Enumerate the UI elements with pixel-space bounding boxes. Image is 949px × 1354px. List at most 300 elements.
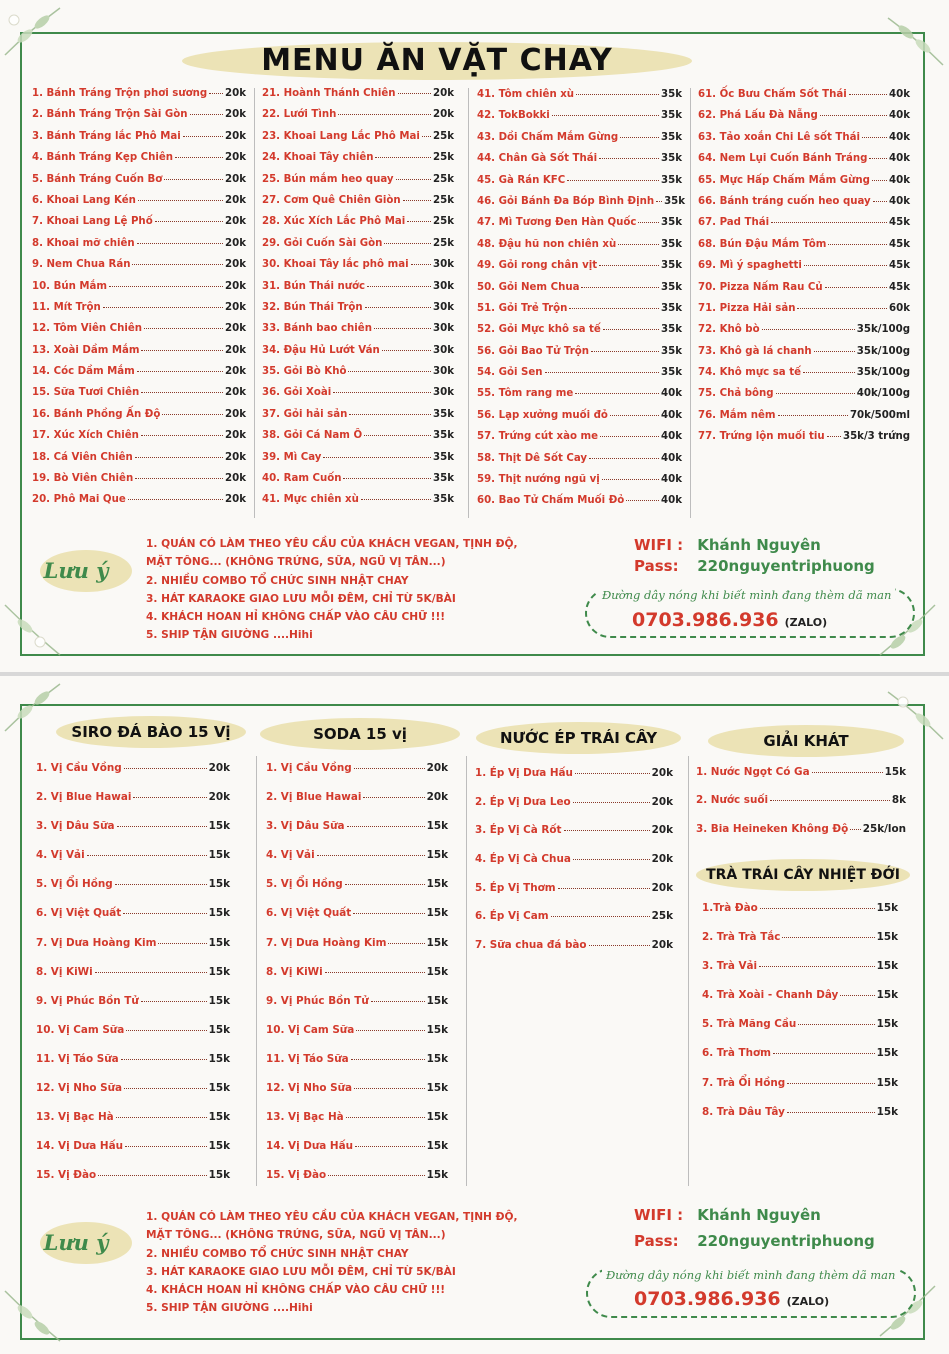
leaf-decoration-icon — [0, 0, 70, 60]
dot-leader — [545, 372, 660, 373]
hotline-phone — [634, 1288, 829, 1310]
note-line: 5. SHIP TẬN GIƯỜNG ....Hihi — [146, 1302, 313, 1315]
item-name: 2. Nước suối — [696, 794, 769, 807]
item-name: 42. TokBokki — [477, 110, 550, 122]
item-name: 44. Chân Gà Sốt Thái — [477, 153, 598, 165]
dot-leader — [354, 1088, 425, 1089]
dot-leader — [656, 201, 662, 202]
item-name: 6. Vị Việt Quất — [266, 907, 352, 920]
dot-leader — [398, 93, 431, 94]
item-name: 73. Khô gà lá chanh — [698, 345, 812, 357]
item-price: 15k — [426, 820, 448, 833]
menu-item — [698, 110, 910, 131]
item-name: 70. Pizza Nấm Rau Củ — [698, 281, 823, 293]
dot-leader — [787, 1112, 875, 1113]
item-price: 30k — [433, 280, 454, 292]
item-price: 40k — [661, 495, 682, 507]
item-price: 20k — [225, 130, 246, 142]
dot-leader — [124, 1088, 207, 1089]
item-price: 20k — [651, 767, 673, 779]
item-price: 30k — [433, 323, 454, 335]
item-name: 58. Thịt Dê Sốt Cay — [477, 452, 588, 464]
menu-item — [36, 1140, 230, 1169]
dot-leader — [589, 945, 650, 946]
dot-leader — [558, 888, 650, 889]
dot-leader — [317, 855, 425, 856]
menu-item — [696, 794, 906, 822]
item-price: 35k — [661, 281, 682, 293]
menu-item — [36, 820, 230, 849]
item-price: 40k/100g — [856, 388, 910, 400]
item-price: 25k — [433, 216, 454, 228]
item-name: 3. Ép Vị Cà Rốt — [475, 824, 562, 837]
dot-leader — [116, 1117, 207, 1118]
zalo-label: (ZALO) — [786, 1295, 830, 1308]
menu-item — [475, 882, 673, 911]
item-name: 49. Gỏi rong chân vịt — [477, 260, 598, 272]
menu-item — [262, 238, 454, 259]
item-name: 12. Tôm Viên Chiên — [32, 323, 143, 335]
item-name: 41. Tôm chiên xù — [477, 89, 575, 100]
item-name: 63. Tảo xoắn Chi Lê sốt Thái — [698, 131, 860, 143]
item-price: 15k — [208, 1169, 230, 1182]
menu-item — [32, 302, 246, 323]
item-price: 20k — [651, 939, 673, 952]
menu-item — [266, 907, 448, 936]
item-name: 67. Pad Thái — [698, 217, 770, 229]
menu-item — [702, 931, 898, 960]
menu-item — [266, 1082, 448, 1111]
menu-item — [698, 410, 910, 431]
item-name: 8. Trà Dâu Tây — [702, 1105, 785, 1118]
item-price: 15k — [876, 1018, 898, 1031]
item-price: 30k — [433, 344, 454, 356]
menu-item — [262, 345, 454, 366]
menu-item — [698, 132, 910, 153]
item-price: 25k — [433, 173, 454, 185]
dot-leader — [137, 371, 223, 372]
menu-item — [477, 453, 682, 474]
item-price: 25k — [433, 130, 454, 142]
dot-leader — [384, 243, 431, 244]
tea-header: TRÀ TRÁI CÂY NHIỆT ĐỚI — [706, 867, 900, 883]
menu-item — [32, 323, 246, 344]
dot-leader — [348, 371, 431, 372]
column-divider — [690, 88, 691, 518]
item-name: 3. Bánh Tráng lắc Phô Mai — [32, 130, 181, 142]
item-price: 15k — [426, 1169, 448, 1182]
hotline-caption: Đường dây nóng khi biết mình đang thèm dã man — [602, 1268, 899, 1282]
menu-item — [262, 302, 454, 323]
item-name: 56. Gỏi Bao Tử Trộn — [477, 345, 590, 357]
dot-leader — [600, 436, 659, 437]
item-price: 20k — [225, 237, 246, 249]
dot-leader — [356, 1030, 424, 1031]
item-name: 1. Ép Vị Dưa Hấu — [475, 767, 573, 779]
menu-item — [32, 345, 246, 366]
dot-leader — [141, 392, 223, 393]
item-name: 24. Khoai Tây chiên — [262, 152, 374, 164]
item-name: 18. Cá Viên Chiên — [32, 451, 133, 463]
item-price: 35k/100g — [856, 367, 910, 379]
menu-item — [36, 966, 230, 995]
dot-leader — [141, 435, 223, 436]
item-name: 1. Vị Cầu Vồng — [266, 762, 352, 774]
menu-item — [36, 937, 230, 966]
food-menu-sheet — [0, 0, 949, 672]
dot-leader — [827, 436, 841, 437]
dot-leader — [762, 329, 855, 330]
item-price: 15k — [426, 878, 448, 891]
menu-item — [32, 281, 246, 302]
dot-leader — [162, 414, 223, 415]
note-line: 4. KHÁCH HOAN HỈ KHÔNG CHẤP VÀO CÂU CHỮ !!! — [146, 611, 446, 624]
item-price: 15k — [876, 1076, 898, 1089]
menu-item — [32, 387, 246, 408]
menu-item — [477, 282, 682, 303]
column-divider — [256, 756, 257, 1186]
menu-item — [475, 939, 673, 968]
dot-leader — [599, 158, 659, 159]
item-name: 65. Mực Hấp Chấm Mắm Gừng — [698, 174, 870, 186]
item-price: 35k — [661, 89, 682, 100]
item-name: 15. Vị Đào — [266, 1169, 327, 1182]
menu-item — [262, 409, 454, 430]
item-price: 15k — [876, 931, 898, 944]
item-price: 15k — [208, 1082, 230, 1095]
item-name: 40. Ram Cuốn — [262, 473, 342, 485]
item-name: 3. Bia Heineken Không Độ — [696, 822, 849, 835]
item-name: 72. Khô bò — [698, 324, 760, 336]
wifi-key: WIFI : — [634, 536, 684, 554]
item-name: 71. Pizza Hải sản — [698, 302, 796, 314]
wifi-name — [634, 536, 821, 554]
menu-item — [32, 152, 246, 173]
dot-leader — [573, 859, 650, 860]
item-price: 15k — [876, 989, 898, 1002]
dot-leader — [371, 1001, 425, 1002]
item-name: 55. Tôm rang me — [477, 388, 574, 400]
soda-header: SODA 15 vị — [313, 725, 407, 743]
item-name: 66. Bánh tráng cuốn heo quay — [698, 195, 871, 207]
menu-item — [702, 1077, 898, 1106]
item-name: 2. Vị Blue Hawai — [266, 791, 362, 804]
item-price: 15k — [884, 766, 906, 778]
menu-item — [477, 132, 682, 153]
item-name: 45. Gà Rán KFC — [477, 174, 566, 186]
item-price: 20k — [225, 88, 246, 99]
menu-item — [696, 766, 906, 794]
item-price: 25k — [433, 194, 454, 206]
item-price: 15k — [426, 849, 448, 862]
dot-leader — [132, 264, 223, 265]
item-name: 41. Mực chiên xù — [262, 494, 359, 506]
dot-leader — [388, 943, 424, 944]
menu-item — [698, 282, 910, 303]
item-name: 1. Nước Ngọt Có Ga — [696, 766, 810, 778]
menu-item — [32, 131, 246, 152]
item-name: 3. Vị Dâu Sữa — [36, 820, 115, 833]
notes-list — [146, 535, 518, 645]
soda-column — [266, 762, 448, 1198]
dot-leader — [618, 244, 659, 245]
dot-leader — [797, 308, 887, 309]
note-label: Lưu ý — [43, 558, 109, 583]
item-name: 32. Bún Thái Trộn — [262, 301, 363, 313]
item-name: 62. Phá Lấu Đà Nẵng — [698, 110, 818, 122]
item-name: 39. Mì Cay — [262, 451, 322, 463]
dot-leader — [354, 768, 425, 769]
item-price: 20k — [433, 109, 454, 121]
dot-leader — [849, 94, 887, 95]
menu-item — [266, 1140, 448, 1169]
item-name: 68. Bún Đậu Mắm Tôm — [698, 238, 827, 250]
menu-item — [262, 430, 454, 451]
dot-leader — [551, 916, 650, 917]
item-name: 76. Mắm nêm — [698, 409, 776, 421]
item-price: 35k/100g — [856, 324, 910, 336]
item-name: 6. Khoai Lang Kén — [32, 194, 136, 206]
wifi-value: Khánh Nguyên — [697, 1206, 821, 1224]
pass-key: Pass: — [634, 557, 679, 575]
item-name: 30. Khoai Tây lắc phô mai — [262, 259, 409, 271]
item-name: 7. Khoai Lang Lệ Phố — [32, 216, 153, 228]
dot-leader — [328, 1175, 425, 1176]
pass-key: Pass: — [634, 1232, 679, 1250]
item-price: 35k — [661, 345, 682, 357]
item-price: 20k — [208, 762, 230, 774]
dot-leader — [365, 307, 431, 308]
column-divider — [254, 88, 255, 518]
menu-item — [698, 431, 910, 452]
item-price: 20k — [225, 173, 246, 185]
item-name: 34. Đậu Hủ Lướt Ván — [262, 344, 380, 356]
dot-leader — [626, 500, 659, 501]
item-price: 20k — [433, 88, 454, 99]
menu-item — [698, 388, 910, 409]
menu-item — [32, 259, 246, 280]
dot-leader — [638, 222, 659, 223]
menu-item — [698, 217, 910, 238]
item-name: 7. Vị Dưa Hoàng Kim — [266, 936, 387, 949]
dot-leader — [183, 136, 223, 137]
dot-leader — [123, 913, 206, 914]
item-price: 15k — [208, 994, 230, 1007]
item-price: 15k — [426, 1023, 448, 1036]
item-name: 13. Xoài Dầm Mắm — [32, 344, 140, 356]
item-price: 15k — [208, 849, 230, 862]
dot-leader — [576, 94, 659, 95]
item-name: 14. Cóc Dầm Mắm — [32, 366, 135, 378]
menu-item — [698, 260, 910, 281]
dot-leader — [773, 1053, 875, 1054]
item-price: 15k — [208, 1023, 230, 1036]
menu-item — [262, 366, 454, 387]
item-price: 15k — [208, 965, 230, 978]
dot-leader — [828, 244, 887, 245]
menu-item — [266, 995, 448, 1024]
dot-leader — [798, 1024, 874, 1025]
dot-leader — [364, 435, 431, 436]
column-divider — [468, 88, 469, 518]
note-line: MẶT TÔNG... (KHÔNG TRỨNG, SỮA, NGŨ VỊ TÂN...) — [146, 1229, 446, 1242]
item-name: 25. Bún mắm heo quay — [262, 173, 394, 185]
item-name: 22. Lưới Tình — [262, 109, 337, 121]
menu-item — [696, 823, 906, 851]
wifi-password — [634, 557, 875, 575]
dot-leader — [137, 243, 223, 244]
drinks-menu-sheet — [0, 676, 949, 1354]
menu-item — [477, 89, 682, 110]
dot-leader — [133, 797, 206, 798]
item-name: 4. Vị Vải — [36, 849, 85, 862]
dot-leader — [346, 1117, 425, 1118]
dot-leader — [135, 457, 223, 458]
item-price: 40k — [889, 153, 910, 165]
notes-list — [146, 1208, 518, 1318]
menu-item — [32, 195, 246, 216]
dot-leader — [351, 1059, 425, 1060]
item-name: 15. Vị Đào — [36, 1169, 97, 1182]
dot-leader — [771, 222, 887, 223]
item-price: 35k — [433, 451, 454, 463]
item-name: 9. Vị Phúc Bồn Tử — [266, 994, 369, 1007]
menu-item — [32, 216, 246, 237]
item-price: 20k — [651, 824, 673, 837]
item-name: 4. Bánh Tráng Kẹp Chiên — [32, 152, 174, 164]
item-price: 15k — [876, 1047, 898, 1060]
note-line: 1. QUÁN CÓ LÀM THEO YÊU CẦU CỦA KHÁCH VEGAN, TỊNH ĐỘ, — [146, 1211, 518, 1223]
menu-item — [262, 174, 454, 195]
menu-item — [477, 431, 682, 452]
menu-item — [266, 937, 448, 966]
item-name: 17. Xúc Xích Chiên — [32, 430, 139, 442]
dot-leader — [589, 458, 659, 459]
dot-leader — [602, 479, 659, 480]
menu-item — [702, 960, 898, 989]
item-name: 14. Vị Dưa Hấu — [266, 1140, 354, 1153]
column-divider — [688, 756, 689, 1186]
menu-item — [262, 281, 454, 302]
item-name: 56. Lạp xưởng muối đỏ — [477, 409, 608, 421]
menu-item — [266, 791, 448, 820]
menu-item — [262, 131, 454, 152]
item-price: 15k — [208, 1052, 230, 1065]
menu-item — [698, 324, 910, 345]
menu-item — [262, 216, 454, 237]
dot-leader — [141, 350, 223, 351]
item-name: 57. Trứng cút xào me — [477, 431, 599, 443]
menu-item — [477, 495, 682, 516]
item-price: 20k — [426, 791, 448, 804]
menu-item — [702, 989, 898, 1018]
note-line: 5. SHIP TẬN GIƯỜNG ....Hihi — [146, 629, 313, 642]
dot-leader — [349, 414, 431, 415]
item-price: 40k — [889, 131, 910, 143]
dot-leader — [363, 797, 424, 798]
menu-item — [266, 762, 448, 791]
item-price: 35k — [433, 473, 454, 485]
item-name: 43. Dồi Chấm Mắm Gừng — [477, 131, 619, 143]
dot-leader — [407, 221, 431, 222]
dot-leader — [124, 768, 207, 769]
menu-item — [477, 324, 682, 345]
item-name: 31. Bún Thái nước — [262, 280, 366, 292]
item-price: 60k — [889, 302, 910, 314]
menu-item — [266, 849, 448, 878]
dot-leader — [361, 499, 431, 500]
item-price: 8k — [891, 794, 906, 807]
menu-item — [262, 88, 454, 109]
note-line: 1. QUÁN CÓ LÀM THEO YÊU CẦU CỦA KHÁCH VEGAN, TỊNH ĐỘ, — [146, 538, 518, 550]
menu-item — [32, 452, 246, 473]
menu-item — [477, 410, 682, 431]
menu-item — [475, 796, 673, 825]
menu-item — [698, 346, 910, 367]
item-name: 5. Ép Vị Thơm — [475, 881, 556, 894]
dot-leader — [375, 157, 431, 158]
item-price: 35k — [661, 110, 682, 122]
item-price: 45k — [889, 260, 910, 272]
item-name: 48. Đậu hũ non chiên xù — [477, 238, 617, 250]
item-price: 40k — [889, 195, 910, 207]
dot-leader — [135, 478, 223, 479]
menu-item — [262, 494, 454, 515]
item-price: 40k — [661, 431, 682, 443]
item-price: 30k — [433, 387, 454, 399]
dot-leader — [374, 328, 431, 329]
dot-leader — [778, 415, 848, 416]
item-price: 20k — [225, 152, 246, 164]
menu-item — [266, 878, 448, 907]
item-price: 15k — [208, 936, 230, 949]
item-name: 59. Thịt nướng ngũ vị — [477, 474, 600, 486]
item-name: 52. Gỏi Mực khô sa tế — [477, 324, 601, 336]
item-name: 6. Ép Vị Cam — [475, 910, 549, 923]
item-name: 12. Vị Nho Sữa — [36, 1082, 122, 1095]
item-price: 40k — [889, 110, 910, 122]
item-price: 45k — [889, 238, 910, 250]
dot-leader — [591, 351, 659, 352]
item-price: 35k — [433, 494, 454, 506]
dot-leader — [333, 392, 431, 393]
siro-column — [36, 762, 230, 1198]
item-name: 2. Ép Vị Dưa Leo — [475, 795, 571, 808]
dot-leader — [144, 328, 223, 329]
dot-leader — [128, 499, 223, 500]
item-price: 15k — [426, 994, 448, 1007]
wifi-key: WIFI : — [634, 1206, 684, 1224]
item-price: 35k — [661, 238, 682, 250]
item-price: 20k — [225, 323, 246, 335]
menu-item — [32, 174, 246, 195]
juice-header: NƯỚC ÉP TRÁI CÂY — [499, 729, 658, 747]
menu-item — [475, 767, 673, 796]
item-name: 9. Nem Chua Rán — [32, 259, 131, 271]
item-price: 40k — [661, 474, 682, 486]
item-name: 20. Phô Mai Que — [32, 494, 126, 506]
dot-leader — [141, 1001, 207, 1002]
item-name: 64. Nem Lụi Cuốn Bánh Tráng — [698, 153, 868, 165]
siro-header: SIRO ĐÁ BÀO 15 Vị — [71, 723, 231, 741]
item-price: 15k — [208, 907, 230, 920]
item-price: 40k — [889, 89, 910, 100]
item-price: 20k — [225, 109, 246, 121]
item-name: 3. Trà Vải — [702, 960, 758, 973]
dot-leader — [158, 943, 206, 944]
item-name: 50. Gỏi Nem Chua — [477, 281, 580, 293]
dot-leader — [872, 180, 887, 181]
